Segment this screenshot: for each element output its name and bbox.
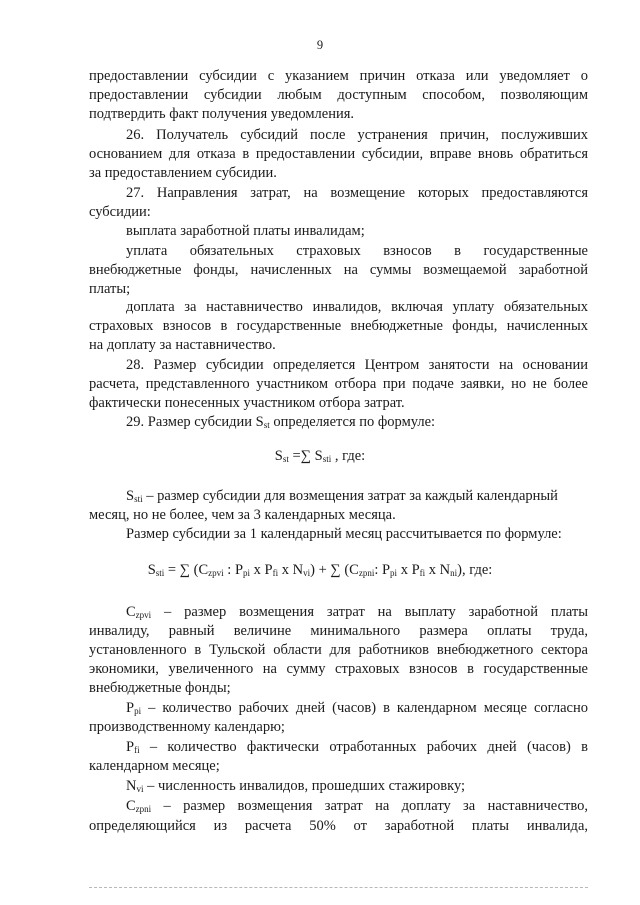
text-line: подтвердить факт получения уведомления.: [89, 106, 355, 122]
text-line: экономики, увеличенного на сумму страховых взносов в государственные: [89, 661, 588, 677]
text-line: предоставлении субсидии любым доступным способом, позволяющим: [89, 87, 588, 103]
list-item: выплата заработной платы инвалидам;: [126, 223, 365, 239]
text-line: основанием для отказа в предоставлении субсидии, вправе вновь обратиться: [89, 146, 588, 162]
paragraph-26-line: 26. Получатель субсидий после устранения причин, послуживших: [126, 127, 588, 143]
text-line: платы;: [89, 281, 131, 297]
paragraph-28-line: 28. Размер субсидии определяется Центром занятости на основании: [126, 357, 588, 373]
text-line: внебюджетные фонды;: [89, 680, 231, 696]
text-line: предоставлении субсидии с указанием причин отказа или уведомляет о: [89, 68, 588, 84]
definition-czpvi: $C_{zpvi}$ – размер возмещения затрат на выплату заработной платы: [126, 604, 588, 620]
text-line: производственному календарю;: [89, 719, 285, 735]
definition-pfi: $P_{fi}$ – количество фактически отработанных рабочих дней (часов) в: [126, 739, 588, 755]
text-line: фактически понесенных участником отбора затрат.: [89, 395, 405, 411]
text-line: календарном месяце;: [89, 758, 220, 774]
paragraph-27-line: 27. Направления затрат, на возмещение которых предоставляются: [126, 185, 588, 201]
text-line: расчета, представленного участником отбора при подаче заявки, но не более: [89, 376, 588, 392]
text-line: внебюджетные фонды, начисленных на суммы возмещаемой заработной: [89, 262, 588, 278]
paragraph-29-line: 29. Размер субсидии $S_{st}$ определяется по формуле:: [126, 414, 436, 430]
list-item: уплата обязательных страховых взносов в государственные: [126, 243, 588, 259]
definition-nvi: $N_{vi}$ – численность инвалидов, прошедших стажировку;: [126, 778, 466, 794]
definition-ppi: $P_{pi}$ – количество рабочих дней (часов) в календарном месяце согласно: [126, 700, 588, 716]
page-number: 9: [316, 38, 324, 52]
text-line: инвалиду, равный величине минимального размера оплаты труда,: [89, 623, 588, 639]
formula-sst: $S_{st}$ =∑ $S_{sti}$ , где:: [274, 448, 366, 464]
definition-ssti: $S_{sti}$ – размер субсидии для возмещения затрат за каждый календарный: [126, 488, 558, 504]
definition-czpni: $C_{zpni}$ – размер возмещения затрат на доплату за наставничество,: [126, 798, 588, 814]
text-line: месяц, но не более, чем за 3 календарных месяца.: [89, 507, 396, 523]
text-line: за предоставлением субсидии.: [89, 165, 277, 181]
text-line: установленного в Тульской области для работников внебюджетного сектора: [89, 642, 588, 658]
text-line: определяющийся из расчета 50% от заработной платы инвалида,: [89, 818, 588, 834]
page-bottom-rule: [89, 887, 588, 888]
list-item: доплата за наставничество инвалидов, включая уплату обязательных: [126, 299, 588, 315]
text-line: на доплату за наставничество.: [89, 337, 276, 353]
text-line: Размер субсидии за 1 календарный месяц рассчитывается по формуле:: [126, 526, 562, 542]
formula-ssti: $S_{sti}$ = ∑ ($C_{zpvi}$ : $P_{pi}$ x $P_{fi}$ x $N_{vi}$) + ∑ ($C_{zpni}$: $P_{pi}$ x $P_{fi}$ x $N_{ni}$), где:: [147, 562, 493, 578]
text-line: субсидии:: [89, 204, 151, 220]
text-line: страховых взносов в государственные внебюджетные фонды, начисленных: [89, 318, 588, 334]
